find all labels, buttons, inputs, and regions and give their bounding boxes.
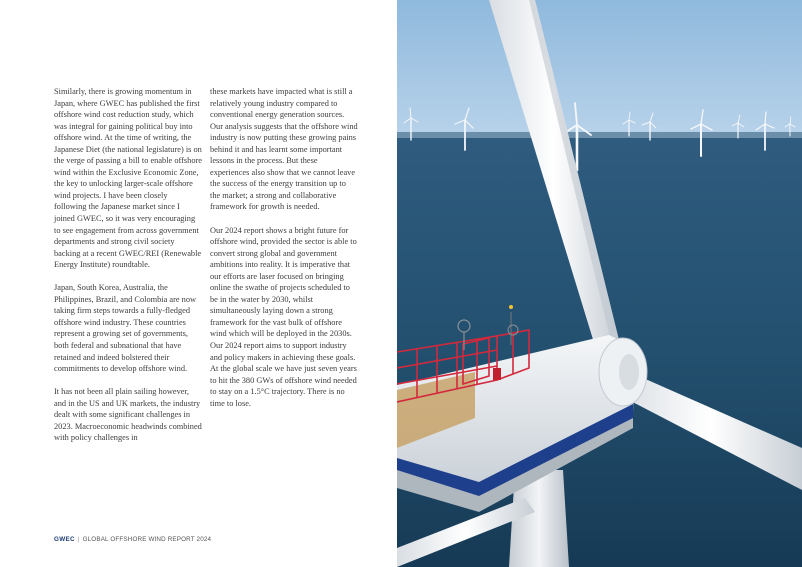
footer-title: GLOBAL OFFSHORE WIND REPORT 2024 [82,536,212,543]
paragraph-challenges: It has not been all plain sailing however, and in the US and UK markets, the industry dealt with some significant challenges in 2023. Macroeconomic headwinds combined with policy challenges in [54,387,202,443]
horizon-haze [397,132,802,138]
paragraph-growing-pains: these markets have impacted what is still a relatively young industry compared to conventional energy generation sources. Our analysis suggests that the offshore wind industry is now putting these growing pains behind it and has learnt some important lessons in the process. But these experiences also show that we cannot leave the success of the energy transition up to the market; a strong and collaborative framework for growth is needed. [210,87,358,212]
beacon-light [509,305,513,309]
page-footer [54,536,211,543]
equipment-box [493,368,501,380]
text-column-2 [210,86,358,421]
paragraph-new-markets: Japan, South Korea, Australia, the Philippines, Brazil, and Colombia are now taking firm steps towards a fully-fledged offshore wind industry. These countries represent a growing set of governments, both federal and subnational that have retained and indeed bolstered their commitments to develop offshore wind. [54,283,197,374]
paragraph-japan: Similarly, there is growing momentum in Japan, where GWEC has published the first offshore wind cost reduction study, which was integral for gaining political buy into offshore wind. At the time of writing, the Japanese Diet (the national legislature) is on the verge of passing a bill to enable offshore wind within the Exclusive Economic Zone, the key to unlocking larger-scale offshore wind projects. I have been closely following the Japanese market since I joined GWEC, so it was very encouraging to see engagement from across government departments and strong civil society backing at a recent GWEC/REI (Renewable Energy Institute) roundtable. [54,87,202,270]
paragraph-2024-report: Our 2024 report shows a bright future for offshore wind, provided the sector is able to convert strong global and government ambitions into reality. It is imperative that our efforts are laser focused on bringing online the swathe of projects scheduled to be in the water by 2030, whilst simultaneously laying down a strong framework for the vast bulk of offshore wind which will be deployed in the 2030s. Our 2024 report aims to support industry and policy makers in achieving these goals. At the global scale we have just seven years to hit the 380 GWs of offshore wind needed to stay on a 1.5°C trajectory. There is no time to lose. [210,225,357,408]
text-column-1 [54,86,202,456]
wind-turbine-photo [397,0,802,567]
turbine-illustration [397,0,802,567]
text-page [0,0,397,567]
sky [397,0,802,140]
footer-brand: GWEC [54,536,75,543]
footer-separator: | [77,536,80,543]
